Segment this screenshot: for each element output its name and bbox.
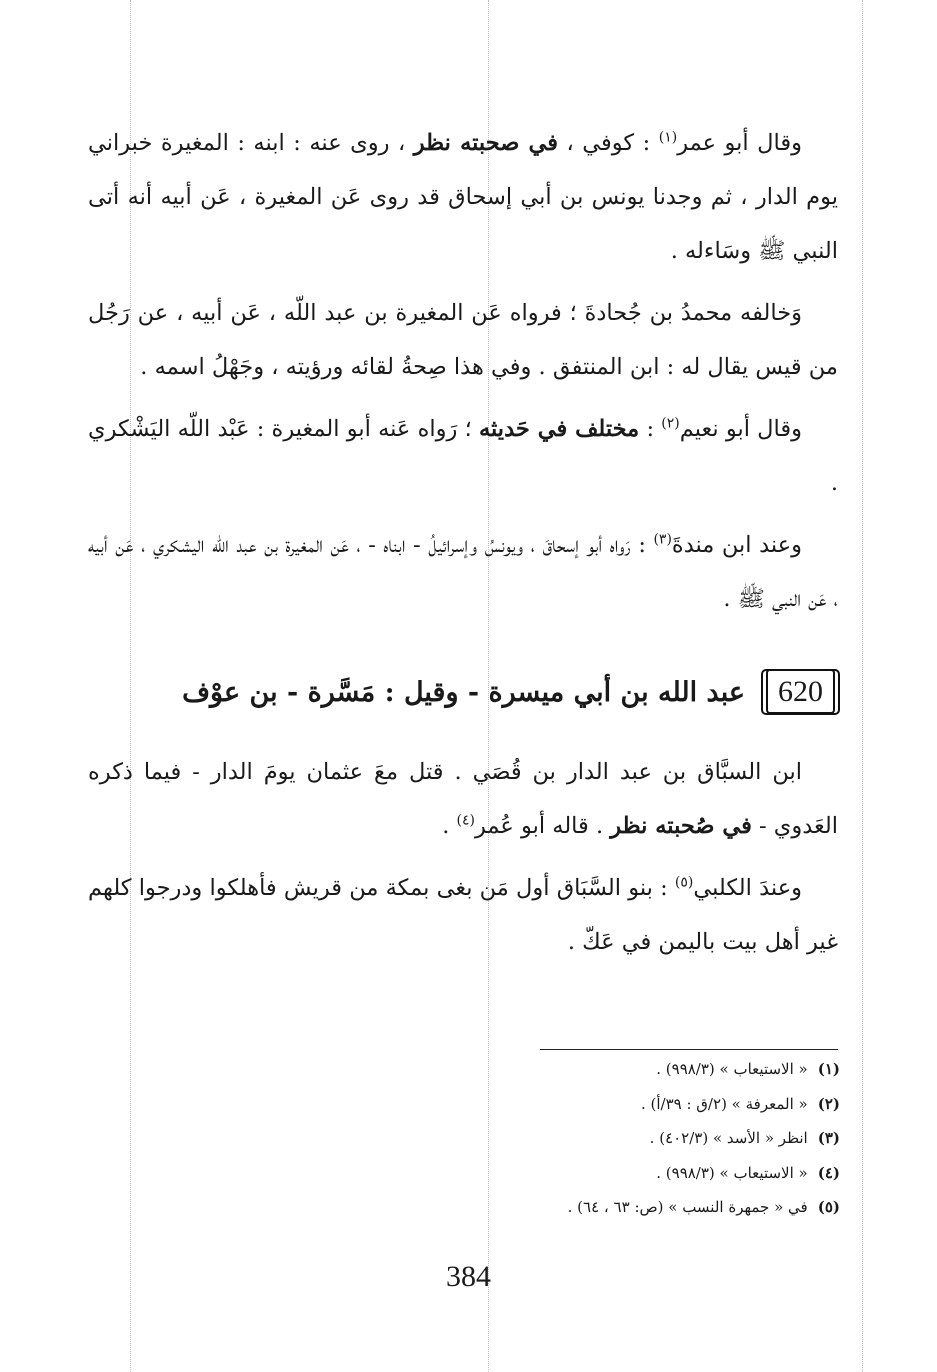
footnote-number: (١) — [817, 1060, 840, 1078]
paragraph — [88, 861, 838, 969]
paragraph — [88, 518, 838, 626]
footnote-text: في « جمهرة النسب » (ص: ٦٣ ، ٦٤) . — [567, 1198, 808, 1216]
footnote-ref: (٣) — [653, 531, 672, 548]
footnote-ref: (٥) — [674, 874, 694, 891]
text-run: وَخالفه محمدُ بن جُحادةَ ؛ فرواه عَن المغيرة بن عبد اللّه ، عَن أبيه ، عن رَجُل من قيس يقال له : ابن المنتفق . وفي هذا صِحةُ لقائه ورؤيته ، وجَهْلُ اسمه . — [88, 300, 838, 380]
text-run: . — [442, 813, 457, 839]
text-run: : كوفي ، — [558, 130, 659, 156]
footnote-item — [300, 1156, 840, 1191]
footnote-ref: (١) — [658, 129, 678, 146]
footnote-separator — [540, 1049, 838, 1050]
footnote-number: (٤) — [817, 1163, 840, 1182]
footnote-item — [300, 1052, 840, 1087]
bold-phrase: مختلف في حَديثه — [478, 416, 640, 442]
bold-phrase: في صحبته نظر — [413, 130, 559, 156]
text-run: وقال أبو عمر — [677, 130, 802, 156]
entry-number-box — [761, 669, 840, 715]
text-run: : — [639, 416, 662, 442]
body-text-bottom — [88, 745, 838, 969]
footnote-number: (٢) — [817, 1094, 840, 1113]
text-run: ، روى عنه : ابنه : المغيرة خبراني يوم الدار ، ثم وجدنا يونس بن أبي إسحاق قد روى عَن المغيرة ، عَن أبيه أنه أتى النبي ﷺ وسَاءله . — [88, 130, 838, 264]
entry-number: 620 — [766, 669, 835, 714]
text-run: ؛ رَواه عَنه أبو المغيرة : عَبْد اللّه اليَشْكري . — [88, 416, 838, 496]
text-run: وعند ابن مندةَ — [671, 532, 802, 558]
text-run: : رَواه أبو إسحاقَ ، ويونسُ وإسرائيلُ - ابناه - ، عَن المغيرة بن عبد اللّه اليشكري ، عَن أبيه ، عَن النبي ﷺ . — [88, 532, 838, 612]
footnote-ref: (٢) — [661, 415, 680, 432]
text-run: ابن السبَّاق بن عبد الدار بن قُصَي . قتل معَ عثمان يومَ الدار - فيما ذكره العَدوي - — [88, 759, 838, 839]
paragraph — [88, 116, 838, 278]
entry-title: عبد الله بن أبي ميسرة - وقيل : مَسَّرة - بن عوْف — [182, 676, 745, 708]
footnote-text: « الاستيعاب » (٩٩٨/٣) . — [656, 1060, 808, 1078]
footnote-text: « الاستيعاب » (٩٩٨/٣) . — [656, 1163, 808, 1182]
paragraph — [88, 402, 838, 510]
paragraph — [88, 745, 838, 853]
bold-phrase: في صُحبته نظر — [610, 813, 752, 839]
footnote-item — [300, 1121, 840, 1156]
scan-guide-line — [862, 0, 863, 1372]
footnote-item — [300, 1190, 840, 1225]
footnote-text: « المعرفة » (٢/ق : ٣٩/أ) . — [640, 1094, 808, 1113]
footnotes — [300, 1052, 840, 1225]
body-text-top — [88, 116, 838, 626]
text-run: وقال أبو نعيم — [679, 416, 803, 442]
page-number: 384 — [446, 1260, 491, 1293]
footnote-number: (٥) — [817, 1198, 840, 1216]
footnote-number: (٣) — [817, 1129, 840, 1147]
footnote-text: انظر « الأسد » (٤٠٢/٣) . — [649, 1129, 808, 1147]
paragraph — [88, 286, 838, 394]
text-run: . قاله أبو عُمر — [474, 813, 611, 839]
footnote-item — [300, 1087, 840, 1122]
footnote-ref: (٤) — [456, 812, 475, 829]
text-run: وعندَ الكلبي — [693, 875, 802, 901]
entry-heading — [100, 660, 840, 724]
text-run: : بنو السَّبَاق أول مَن بغى بمكة من قريش فأهلكوا ودرجوا كلهم غير أهل بيت باليمن في عَكّ . — [88, 875, 838, 955]
